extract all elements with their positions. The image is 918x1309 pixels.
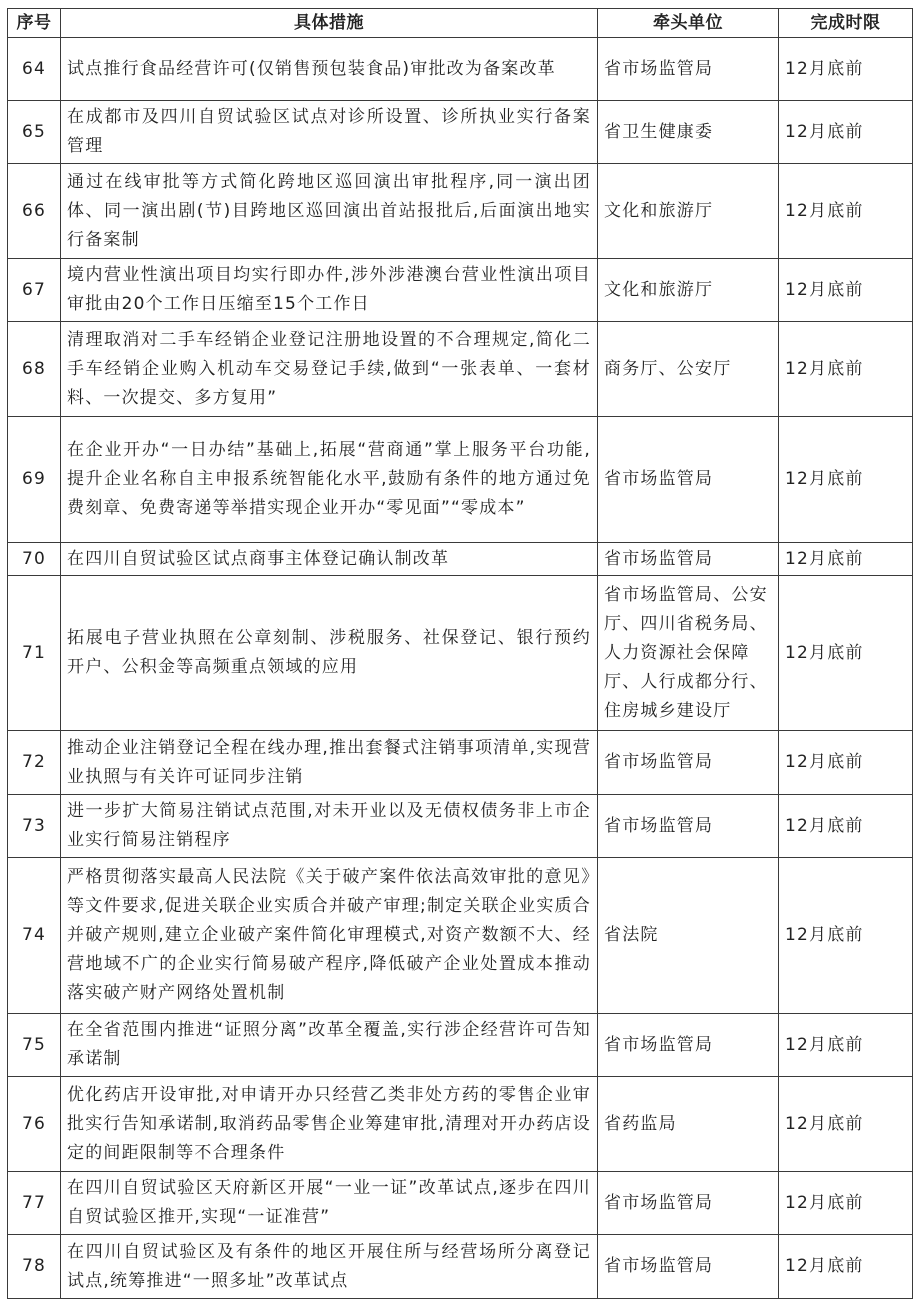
row-unit: 省法院 bbox=[598, 858, 779, 1014]
row-measure: 拓展电子营业执照在公章刻制、涉税服务、社保登记、银行预约开户、公积金等高频重点领域的应用 bbox=[61, 576, 598, 731]
header-deadline: 完成时限 bbox=[779, 9, 913, 38]
row-deadline: 12月底前 bbox=[779, 1077, 913, 1172]
row-num: 71 bbox=[8, 576, 61, 731]
row-deadline: 12月底前 bbox=[779, 543, 913, 576]
row-num: 68 bbox=[8, 322, 61, 417]
table-row bbox=[8, 417, 913, 543]
table-row bbox=[8, 164, 913, 259]
row-measure: 通过在线审批等方式简化跨地区巡回演出审批程序,同一演出团体、同一演出剧(节)目跨地区巡回演出首站报批后,后面演出地实行备案制 bbox=[61, 164, 598, 259]
row-unit: 文化和旅游厅 bbox=[598, 259, 779, 322]
row-deadline: 12月底前 bbox=[779, 576, 913, 731]
table-row bbox=[8, 101, 913, 164]
row-unit: 省市场监管局 bbox=[598, 1172, 779, 1235]
row-num: 74 bbox=[8, 858, 61, 1014]
table-row bbox=[8, 322, 913, 417]
row-deadline: 12月底前 bbox=[779, 1014, 913, 1077]
table-row bbox=[8, 259, 913, 322]
row-measure: 在四川自贸试验区天府新区开展“一业一证”改革试点,逐步在四川自贸试验区推开,实现“一证准营” bbox=[61, 1172, 598, 1235]
row-unit: 省市场监管局 bbox=[598, 417, 779, 543]
row-measure: 清理取消对二手车经销企业登记注册地设置的不合理规定,简化二手车经销企业购入机动车交易登记手续,做到“一张表单、一套材料、一次提交、多方复用” bbox=[61, 322, 598, 417]
row-num: 78 bbox=[8, 1235, 61, 1299]
row-unit: 省卫生健康委 bbox=[598, 101, 779, 164]
row-num: 64 bbox=[8, 38, 61, 101]
row-deadline: 12月底前 bbox=[779, 417, 913, 543]
row-measure: 进一步扩大简易注销试点范围,对未开业以及无债权债务非上市企业实行简易注销程序 bbox=[61, 795, 598, 858]
row-measure: 试点推行食品经营许可(仅销售预包装食品)审批改为备案改革 bbox=[61, 38, 598, 101]
row-num: 70 bbox=[8, 543, 61, 576]
row-num: 76 bbox=[8, 1077, 61, 1172]
row-deadline: 12月底前 bbox=[779, 164, 913, 259]
table-row bbox=[8, 795, 913, 858]
row-num: 72 bbox=[8, 731, 61, 795]
row-unit: 省市场监管局 bbox=[598, 731, 779, 795]
row-deadline: 12月底前 bbox=[779, 731, 913, 795]
row-num: 65 bbox=[8, 101, 61, 164]
row-measure: 境内营业性演出项目均实行即办件,涉外涉港澳台营业性演出项目审批由20个工作日压缩至15个工作日 bbox=[61, 259, 598, 322]
row-deadline: 12月底前 bbox=[779, 101, 913, 164]
header-num: 序号 bbox=[8, 9, 61, 38]
row-unit: 省市场监管局 bbox=[598, 1235, 779, 1299]
row-num: 77 bbox=[8, 1172, 61, 1235]
row-measure: 在四川自贸试验区试点商事主体登记确认制改革 bbox=[61, 543, 598, 576]
row-num: 66 bbox=[8, 164, 61, 259]
row-num: 73 bbox=[8, 795, 61, 858]
table-row bbox=[8, 858, 913, 1014]
table-row bbox=[8, 543, 913, 576]
row-unit: 省市场监管局 bbox=[598, 543, 779, 576]
row-deadline: 12月底前 bbox=[779, 38, 913, 101]
row-num: 67 bbox=[8, 259, 61, 322]
row-deadline: 12月底前 bbox=[779, 858, 913, 1014]
table-header-row bbox=[8, 9, 913, 38]
table-row bbox=[8, 1172, 913, 1235]
row-deadline: 12月底前 bbox=[779, 259, 913, 322]
row-measure: 严格贯彻落实最高人民法院《关于破产案件依法高效审批的意见》等文件要求,促进关联企业实质合并破产审理;制定关联企业实质合并破产规则,建立企业破产案件简化审理模式,对资产数额不大、经营地域不广的企业实行简易破产程序,降低破产企业处置成本推动落实破产财产网络处置机制 bbox=[61, 858, 598, 1014]
row-unit: 省药监局 bbox=[598, 1077, 779, 1172]
row-measure: 在成都市及四川自贸试验区试点对诊所设置、诊所执业实行备案管理 bbox=[61, 101, 598, 164]
row-measure: 在全省范围内推进“证照分离”改革全覆盖,实行涉企经营许可告知承诺制 bbox=[61, 1014, 598, 1077]
table-row bbox=[8, 1077, 913, 1172]
row-num: 69 bbox=[8, 417, 61, 543]
row-deadline: 12月底前 bbox=[779, 795, 913, 858]
row-unit: 省市场监管局 bbox=[598, 795, 779, 858]
row-measure: 在企业开办“一日办结”基础上,拓展“营商通”掌上服务平台功能,提升企业名称自主申报系统智能化水平,鼓励有条件的地方通过免费刻章、免费寄递等举措实现企业开办“零见面”“零成本” bbox=[61, 417, 598, 543]
table-row bbox=[8, 576, 913, 731]
row-deadline: 12月底前 bbox=[779, 322, 913, 417]
row-deadline: 12月底前 bbox=[779, 1172, 913, 1235]
row-measure: 在四川自贸试验区及有条件的地区开展住所与经营场所分离登记试点,统筹推进“一照多址”改革试点 bbox=[61, 1235, 598, 1299]
row-unit: 省市场监管局 bbox=[598, 38, 779, 101]
row-unit: 商务厅、公安厅 bbox=[598, 322, 779, 417]
row-measure: 优化药店开设审批,对申请开办只经营乙类非处方药的零售企业审批实行告知承诺制,取消药品零售企业筹建审批,清理对开办药店设定的间距限制等不合理条件 bbox=[61, 1077, 598, 1172]
header-measure: 具体措施 bbox=[61, 9, 598, 38]
table-row bbox=[8, 1014, 913, 1077]
table-row bbox=[8, 1235, 913, 1299]
row-unit: 省市场监管局、公安厅、四川省税务局、人力资源社会保障厅、人行成都分行、住房城乡建设厅 bbox=[598, 576, 779, 731]
row-num: 75 bbox=[8, 1014, 61, 1077]
row-measure: 推动企业注销登记全程在线办理,推出套餐式注销事项清单,实现营业执照与有关许可证同步注销 bbox=[61, 731, 598, 795]
table-row bbox=[8, 38, 913, 101]
row-unit: 省市场监管局 bbox=[598, 1014, 779, 1077]
table-row bbox=[8, 731, 913, 795]
measures-table bbox=[7, 8, 913, 1299]
row-deadline: 12月底前 bbox=[779, 1235, 913, 1299]
row-unit: 文化和旅游厅 bbox=[598, 164, 779, 259]
header-unit: 牵头单位 bbox=[598, 9, 779, 38]
